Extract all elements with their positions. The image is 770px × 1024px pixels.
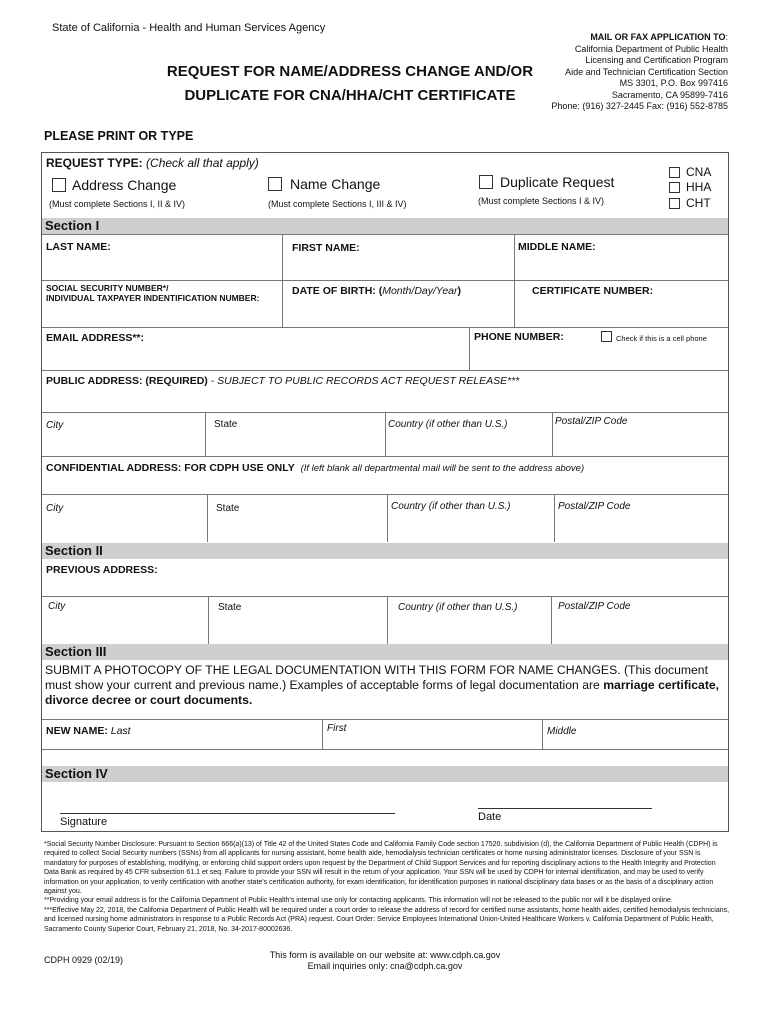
mailing-address: MAIL OR FAX APPLICATION TO: California Department of Public Health Licensing and Certification Program Aide and Technician Certification Section MS 3301, P.O. Box 997416 Sacramento, CA 95899-7416 Phone: (916) 327-2445 Fax: (916) 552-8785 bbox=[488, 32, 728, 113]
section-3-header: Section III bbox=[42, 644, 728, 660]
signature-label: Signature bbox=[60, 816, 108, 828]
middle-name-label: MIDDLE NAME: bbox=[518, 241, 596, 253]
form-title bbox=[140, 60, 560, 108]
previous-city: City bbox=[48, 601, 66, 612]
new-name-label: NEW NAME: Last bbox=[46, 725, 131, 737]
hha-checkbox[interactable] bbox=[669, 182, 680, 193]
title-line-2: DUPLICATE FOR CNA/HHA/CHT CERTIFICATE bbox=[184, 87, 516, 104]
dob-label: DATE OF BIRTH: (Month/Day/Year) bbox=[292, 285, 462, 297]
new-name-middle: Middle bbox=[547, 726, 577, 737]
confidential-country: Country (if other than U.S.) bbox=[391, 501, 511, 512]
agency-name: State of California - Health and Human Services Agency bbox=[52, 22, 326, 34]
public-address-label: PUBLIC ADDRESS: (REQUIRED) - SUBJECT TO PUBLIC RECORDS ACT REQUEST RELEASE*** bbox=[46, 375, 520, 387]
cna-label: CNA bbox=[686, 165, 712, 179]
website-text: This form is available on our website at: www.cdph.ca.gov bbox=[269, 950, 501, 960]
previous-state: State bbox=[218, 602, 242, 613]
mail-line: MS 3301, P.O. Box 997416 bbox=[619, 78, 728, 88]
section-2-header: Section II bbox=[42, 543, 728, 559]
title-line-1: REQUEST FOR NAME/ADDRESS CHANGE AND/OR bbox=[166, 63, 534, 80]
duplicate-request-checkbox[interactable] bbox=[479, 175, 493, 189]
name-change-label: Name Change bbox=[290, 176, 381, 192]
certificate-number-label: CERTIFICATE NUMBER: bbox=[532, 285, 654, 297]
footnotes bbox=[44, 840, 730, 934]
footer-contact bbox=[260, 950, 510, 972]
pra-disclosure: ***Effective May 22, 2018, the California Department of Public Health will be required under a court order to release the address of record for certified nurse assistants, home health aides, certified hemodialysis technicians, and licensed nursing home administrators in response to a Public Records Act (PRA) request. Court Order: Service Employees International Union-United Healthcare Workers v. California Department of Public Health, Sacramento County Superior Court, February 21, 2018, No. 34-2017-80002636. bbox=[44, 906, 730, 933]
previous-address-label: PREVIOUS ADDRESS: bbox=[46, 564, 158, 576]
section-3-instructions: SUBMIT A PHOTOCOPY OF THE LEGAL DOCUMENTATION WITH THIS FORM FOR NAME CHANGES. (This document must show your current and previous name.) Examples of acceptable forms of legal documentation are marriage certificate, divorce decree or court documents. bbox=[45, 663, 720, 707]
request-type-label: REQUEST TYPE: (Check all that apply) bbox=[46, 156, 259, 170]
print-note: PLEASE PRINT OR TYPE bbox=[44, 129, 194, 143]
date-label: Date bbox=[478, 811, 502, 823]
ssn-disclosure: *Social Security Number Disclosure: Pursuant to Section 666(a)(13) of Title 42 of the United States Code and California Family Code section 17520. subdivision (d), the California Department of Public Health (CDPH) is required to collect Social Security numbers (SSNs) from all applicants for nursing assistant, home health aide, hemodialysis technician certificates or home nursing administrator licenses. Disclosure of your SSN is mandatory for purposes of establishing, modifying, or enforcing child support orders upon request by the Department of Child Support Services and for reporting disciplinary actions to the Health Integrity and Protection Data Bank as required by 45 CFR subsection 61.1 et seq. Failure to provide your SSN will result in the return of your application. Your SSN will be used by CDPH for internal identification, and may be used to verify information on your application, to verify certification with another state's certification authority, for exam identification, for identification purposes in national disciplinary data bases or as the basis of a disciplinary action against you. bbox=[44, 841, 718, 896]
confidential-address-label: CONFIDENTIAL ADDRESS: FOR CDPH USE ONLY (If left blank all departmental mail will be sent to the address above) bbox=[46, 462, 585, 474]
name-change-checkbox[interactable] bbox=[268, 177, 282, 191]
mail-heading: MAIL OR FAX APPLICATION TO bbox=[590, 32, 726, 42]
cna-checkbox[interactable] bbox=[669, 167, 680, 178]
previous-country: Country (if other than U.S.) bbox=[398, 602, 518, 613]
email-disclosure: **Providing your email address is for the California Department of Public Health's internal use only for contacting applicants. This information will not be released to the public nor will it be displayed online. bbox=[44, 897, 673, 905]
cell-phone-label: Check if this is a cell phone bbox=[616, 334, 707, 343]
duplicate-request-sub: (Must complete Sections I & IV) bbox=[478, 196, 605, 206]
email-text: Email inquiries only: cna@cdph.ca.gov bbox=[307, 961, 463, 971]
cht-label: CHT bbox=[686, 196, 711, 210]
ssn-label: SOCIAL SECURITY NUMBER*/ INDIVIDUAL TAXPAYER INDENTIFICATION NUMBER: bbox=[46, 283, 260, 303]
previous-postal: Postal/ZIP Code bbox=[558, 601, 631, 612]
public-postal: Postal/ZIP Code bbox=[555, 416, 628, 427]
duplicate-request-label: Duplicate Request bbox=[500, 174, 615, 190]
email-label: EMAIL ADDRESS**: bbox=[46, 332, 145, 344]
mail-line: Phone: (916) 327-2445 Fax: (916) 552-8785 bbox=[551, 101, 728, 111]
confidential-city: City bbox=[46, 503, 64, 514]
cell-phone-checkbox[interactable] bbox=[601, 331, 612, 342]
phone-label: PHONE NUMBER: bbox=[474, 331, 564, 343]
confidential-postal: Postal/ZIP Code bbox=[558, 501, 631, 512]
address-change-checkbox[interactable] bbox=[52, 178, 66, 192]
public-state: State bbox=[214, 419, 238, 430]
last-name-label: LAST NAME: bbox=[46, 241, 111, 253]
form-body bbox=[41, 152, 729, 832]
form-code: CDPH 0929 (02/19) bbox=[44, 955, 124, 965]
mail-line: California Department of Public Health bbox=[574, 43, 728, 54]
cht-checkbox[interactable] bbox=[669, 198, 680, 209]
section-1-header: Section I bbox=[42, 218, 728, 234]
mail-line: Aide and Technician Certification Section bbox=[565, 66, 728, 77]
mail-line: Licensing and Certification Program bbox=[585, 55, 728, 65]
new-name-first: First bbox=[327, 723, 347, 734]
section-4-header: Section IV bbox=[42, 766, 728, 782]
name-change-sub: (Must complete Sections I, III & IV) bbox=[268, 199, 407, 209]
confidential-state: State bbox=[216, 503, 240, 514]
hha-label: HHA bbox=[686, 180, 712, 194]
public-country: Country (if other than U.S.) bbox=[388, 419, 508, 430]
first-name-label: FIRST NAME: bbox=[292, 242, 360, 254]
address-change-sub: (Must complete Sections I, II & IV) bbox=[49, 199, 186, 209]
address-change-label: Address Change bbox=[72, 177, 177, 193]
mail-line: Sacramento, CA 95899-7416 bbox=[611, 89, 728, 100]
public-city: City bbox=[46, 420, 64, 431]
